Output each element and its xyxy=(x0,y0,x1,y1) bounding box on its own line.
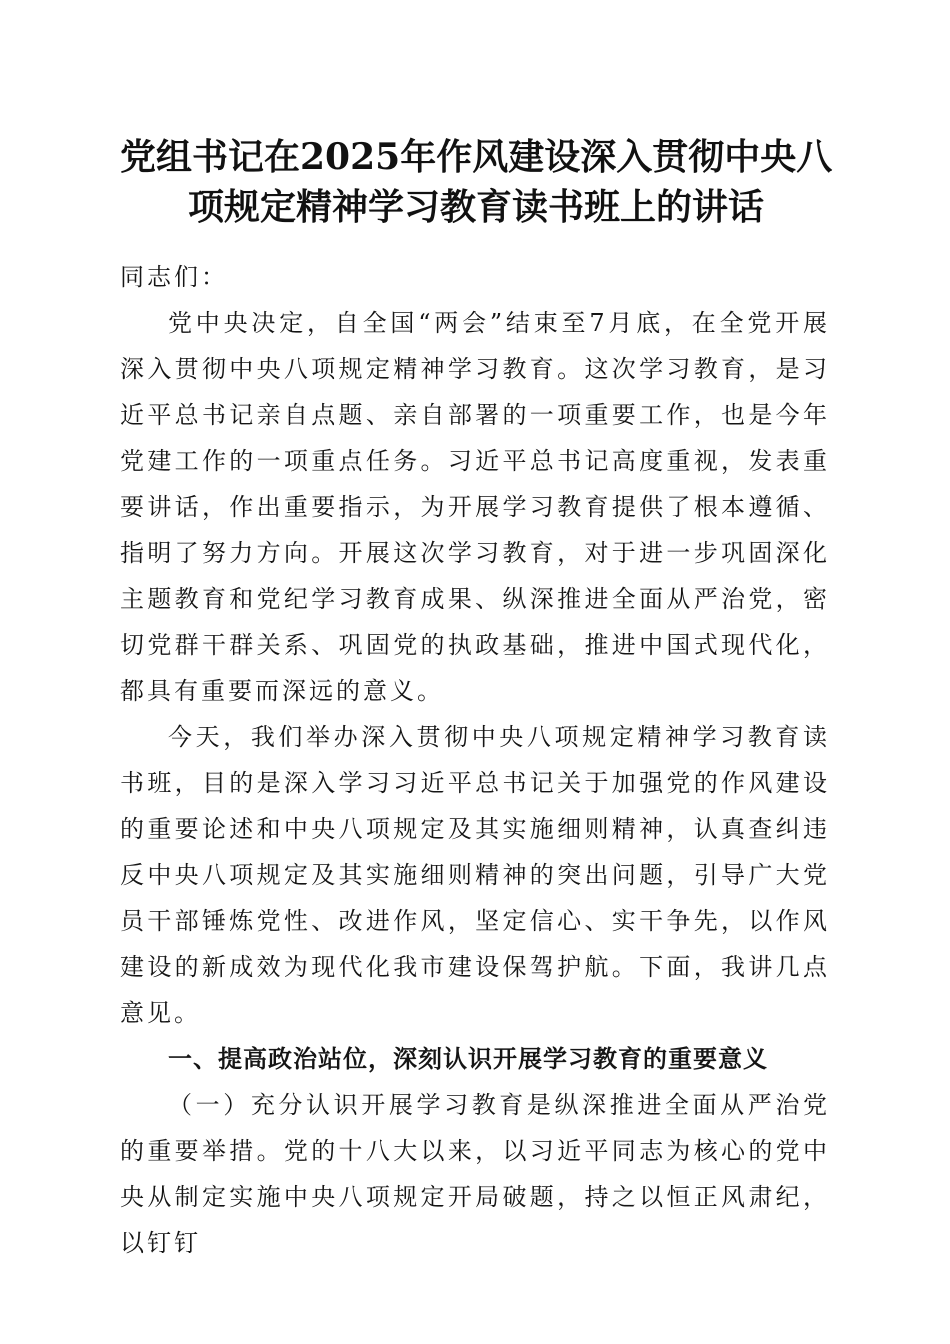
paragraph-3-text: 党的十八大以来，以习近平同志为核心的党中央从制定实施中央八项规定开局破题，持之以恒正风肃纪，以钉钉 xyxy=(120,1137,831,1257)
salutation: 同志们： xyxy=(120,263,228,291)
document-title xyxy=(120,132,832,232)
section-heading-1: 一、提高政治站位，深刻认识开展学习教育的重要意义 xyxy=(168,1045,768,1073)
title-line-1: 党组书记在2025年作风建设深入贯彻中央八 xyxy=(120,136,833,178)
paragraph-3 xyxy=(120,1082,830,1266)
subheading-1: （一）充分认识开展学习教育是纵深推进全面从严治党的重要举措。 xyxy=(120,1091,830,1165)
paragraph-1: 党中央决定，自全国“两会”结束至7月底，在全党开展深入贯彻中央八项规定精神学习教育。这次学习教育，是习近平总书记亲自点题、亲自部署的一项重要工作，也是今年党建工作的一项重点任务。习近平总书记高度重视，发表重要讲话，作出重要指示，为开展学习教育提供了根本遵循、指明了努力方向。开展这次学习教育，对于进一步巩固深化主题教育和党纪学习教育成果、纵深推进全面从严治党，密切党群干群关系、巩固党的执政基础，推进中国式现代化，都具有重要而深远的意义。 xyxy=(120,309,830,705)
paragraph-2: 今天，我们举办深入贯彻中央八项规定精神学习教育读书班，目的是深入学习习近平总书记关于加强党的作风建设的重要论述和中央八项规定及其实施细则精神，认真查纠违反中央八项规定及其实施细则精神的突出问题，引导广大党员干部锤炼党性、改进作风，坚定信心、实干争先，以作风建设的新成效为现代化我市建设保驾护航。下面，我讲几点意见。 xyxy=(120,723,830,1027)
document-body xyxy=(120,254,830,1266)
title-line-2: 项规定精神学习教育读书班上的讲话 xyxy=(187,186,764,228)
